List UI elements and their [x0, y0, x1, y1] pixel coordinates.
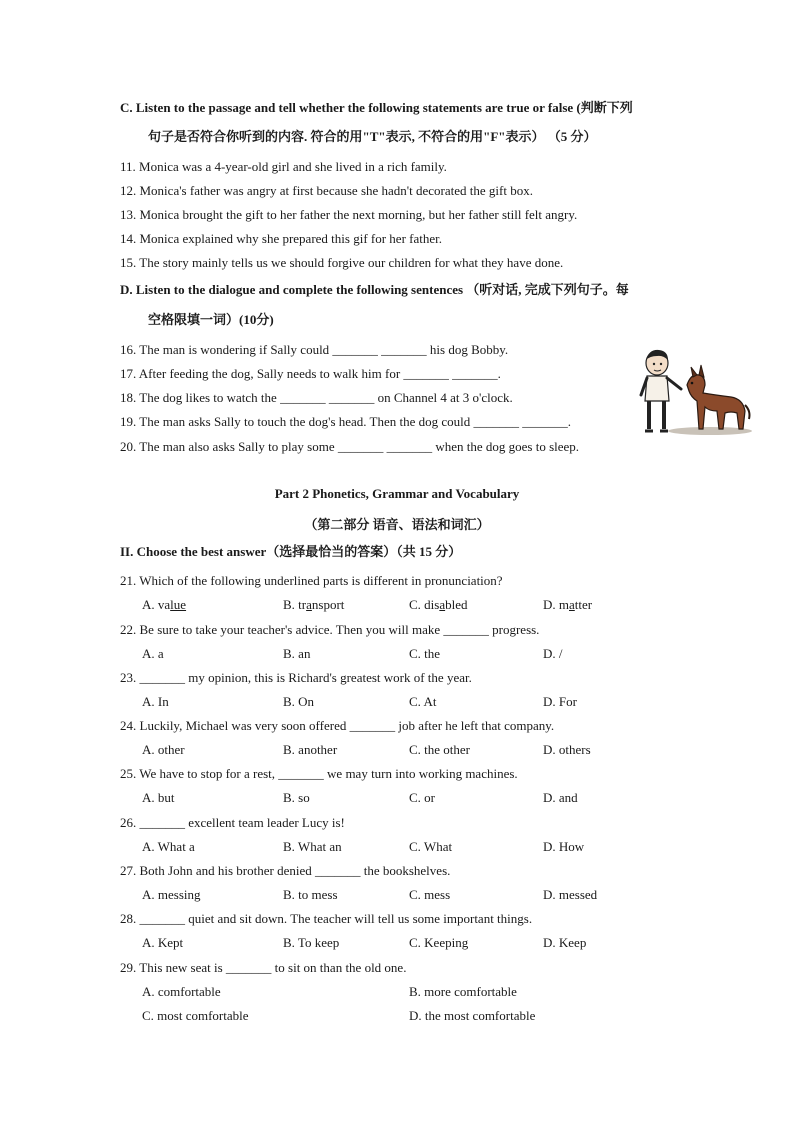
q27-option-c: C. mess [409, 887, 451, 902]
q29-option-b: B. more comfortable [409, 984, 517, 999]
q27-option-b: B. to mess [283, 887, 338, 902]
question-24: 24. Luckily, Michael was very soon offered _______ job after he left that company. [120, 718, 555, 733]
q28-option-c: C. Keeping [409, 935, 469, 950]
q26-option-c: C. What [409, 839, 453, 854]
q23-option-c: C. At [409, 694, 437, 709]
statement-13: 13. Monica brought the gift to her father the next morning, but her father still felt angry. [120, 207, 578, 222]
q24-option-c: C. the other [409, 742, 471, 757]
sentence-16: 16. The man is wondering if Sally could _______ _______ his dog Bobby. [120, 342, 509, 357]
q23-option-a: A. In [142, 694, 169, 709]
q21-option-c: C. disabled [409, 597, 468, 612]
statement-12: 12. Monica's father was angry at first because she hadn't decorated the gift box. [120, 183, 533, 198]
boy-and-dog-illustration [635, 345, 753, 437]
q21-option-d: D. matter [543, 597, 593, 612]
q28-option-a: A. Kept [142, 935, 184, 950]
q25-option-b: B. so [283, 790, 310, 805]
q26-option-d: D. How [543, 839, 585, 854]
q29-option-a: A. comfortable [142, 984, 221, 999]
q24-option-a: A. other [142, 742, 185, 757]
question-21: 21. Which of the following underlined parts is different in pronunciation? [120, 573, 503, 588]
question-23: 23. _______ my opinion, this is Richard's greatest work of the year. [120, 670, 472, 685]
part2-subtitle: （第二部分 语音、语法和词汇） [304, 517, 490, 532]
q27-option-a: A. messing [142, 887, 201, 902]
section-c-heading-cont: 句子是否符合你听到的内容. 符合的用"T"表示, 不符合的用"F"表示） （5 分） [148, 129, 597, 144]
statement-15: 15. The story mainly tells us we should forgive our children for what they have done. [120, 255, 564, 270]
section-d-heading-cont: 空格限填一词）(10分) [148, 312, 274, 327]
q21-option-a: A. value [142, 597, 187, 612]
q26-option-b: B. What an [283, 839, 342, 854]
question-25: 25. We have to stop for a rest, _______ we may turn into working machines. [120, 766, 518, 781]
q28-option-b: B. To keep [283, 935, 340, 950]
q28-option-d: D. Keep [543, 935, 587, 950]
q22-option-a: A. a [142, 646, 164, 661]
section-ii-heading: II. Choose the best answer（选择最恰当的答案）（共 15 分） [120, 544, 462, 559]
q22-option-b: B. an [283, 646, 311, 661]
q24-option-b: B. another [283, 742, 338, 757]
q22-option-c: C. the [409, 646, 441, 661]
sentence-18: 18. The dog likes to watch the _______ _______ on Channel 4 at 3 o'clock. [120, 390, 513, 405]
q29-option-d: D. the most comfortable [409, 1008, 536, 1023]
question-28: 28. _______ quiet and sit down. The teacher will tell us some important things. [120, 911, 533, 926]
q25-option-a: A. but [142, 790, 175, 805]
q23-option-d: D. For [543, 694, 577, 709]
section-d-heading: D. Listen to the dialogue and complete the following sentences （听对话, 完成下列句子。每 [120, 282, 629, 297]
sentence-19: 19. The man asks Sally to touch the dog's head. Then the dog could _______ _______. [120, 414, 572, 429]
question-29: 29. This new seat is _______ to sit on than the old one. [120, 960, 407, 975]
q25-option-d: D. and [543, 790, 578, 805]
statement-14: 14. Monica explained why she prepared this gif for her father. [120, 231, 443, 246]
q29-option-c: C. most comfortable [142, 1008, 249, 1023]
sentence-17: 17. After feeding the dog, Sally needs to walk him for _______ _______. [120, 366, 501, 381]
question-26: 26. _______ excellent team leader Lucy is! [120, 815, 345, 830]
q26-option-a: A. What a [142, 839, 195, 854]
question-27: 27. Both John and his brother denied _______ the bookshelves. [120, 863, 451, 878]
part2-title: Part 2 Phonetics, Grammar and Vocabulary [274, 486, 520, 501]
sentence-20: 20. The man also asks Sally to play some _______ _______ when the dog goes to sleep. [120, 439, 580, 454]
q23-option-b: B. On [283, 694, 315, 709]
q22-option-d: D. / [543, 646, 563, 661]
q25-option-c: C. or [409, 790, 435, 805]
section-c-heading: C. Listen to the passage and tell whether the following statements are true or false (判断下列 [120, 100, 633, 115]
q24-option-d: D. others [543, 742, 591, 757]
q21-option-b: B. transport [283, 597, 345, 612]
statement-11: 11. Monica was a 4-year-old girl and she lived in a rich family. [120, 159, 447, 174]
question-22: 22. Be sure to take your teacher's advice. Then you will make _______ progress. [120, 622, 540, 637]
q27-option-d: D. messed [543, 887, 598, 902]
